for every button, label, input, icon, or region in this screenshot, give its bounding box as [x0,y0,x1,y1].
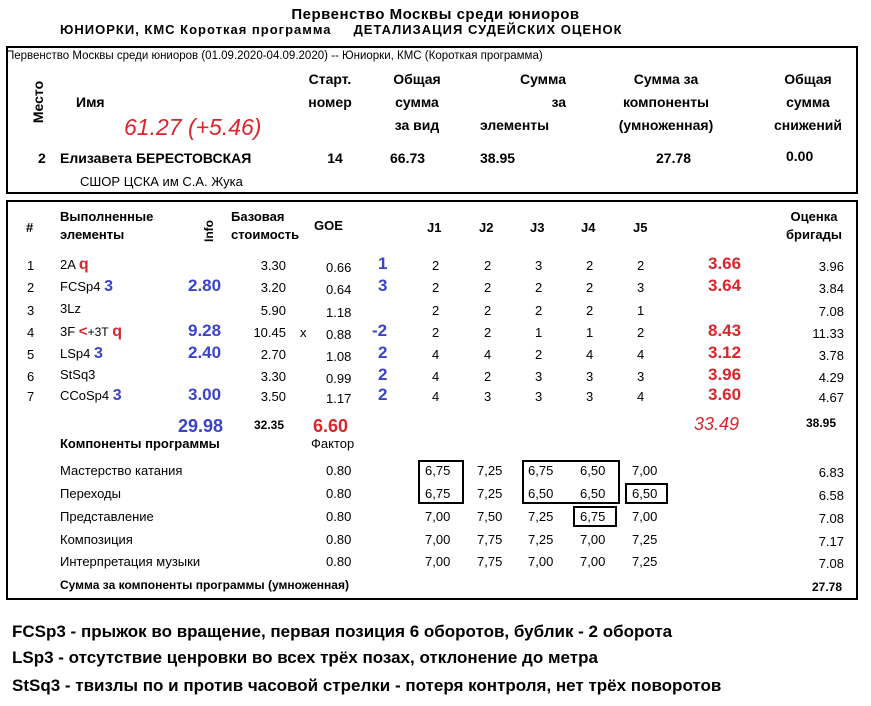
element-base-value: 2.70 [260,347,286,362]
highlight-box-j1 [418,460,464,504]
element-number: 5 [27,347,35,362]
judge-goe-2: 2 [484,325,492,340]
element-mark: q [78,256,89,273]
component-judge-4: 7,00 [580,532,606,547]
element-number: 3 [27,303,35,318]
annotation-base-total: 29.98 [178,416,224,436]
component-judge-1: 6,75 [425,486,451,501]
judge-goe-4: 3 [586,369,594,384]
judge-goe-5: 4 [637,389,645,404]
component-name: Интерпретация музыки [60,554,201,569]
col-pcs-header: Сумма за компоненты (умноженная) [618,71,714,133]
element-panel-score: 4.29 [818,370,844,385]
component-judge-3: 7,25 [528,532,554,547]
judge-goe-3: 3 [535,389,543,404]
annotation-base-value: 9.28 [188,321,222,340]
component-factor: 0.80 [326,463,352,478]
element-name [60,367,95,382]
highlight-box-j5 [625,483,668,504]
component-score: 7.17 [818,534,844,549]
judge-goe-5: 2 [637,258,645,273]
judge-goe-5: 2 [637,325,645,340]
judge-goe-1: 2 [432,258,440,273]
judge-goe-1: 4 [432,347,440,362]
element-name [60,323,122,341]
judge-goe-4: 1 [586,325,594,340]
annotation-level: 2 [378,343,388,362]
judge-goe-2: 2 [484,258,492,273]
judge-goe-2: 2 [484,303,492,318]
elem-num-header: # [26,220,34,235]
annotation-base-value: 3.00 [188,385,222,404]
element-number: 2 [27,280,35,295]
component-judge-2: 7,25 [477,463,503,478]
element-base-value: 5.90 [260,303,286,318]
judge-goe-3: 1 [535,325,543,340]
judge-goe-4: 4 [586,347,594,362]
col-tes-header: Сумма за элементы [480,71,566,133]
judge-goe-4: 2 [586,303,594,318]
highlight-box-j4 [573,506,617,527]
annotation-score-total: 33.49 [694,414,740,434]
judge-goe-1: 4 [432,369,440,384]
panel-score-header: Оценка бригады [786,209,842,242]
element-code: StSq3 [60,367,96,382]
component-judge-1: 7,00 [425,509,451,524]
element-goe: 0.99 [326,371,352,386]
element-code: 2A [60,257,76,272]
judge-goe-5: 3 [637,280,645,295]
element-code-2: +3T [87,325,109,339]
component-judge-3: 6,75 [528,463,554,478]
component-judge-4: 6,50 [580,463,606,478]
element-goe: 1.08 [326,349,352,364]
component-judge-5: 7,25 [632,532,658,547]
element-base-value: 10.45 [253,325,286,340]
component-judge-5: 7,00 [632,463,658,478]
element-base-value: 3.30 [260,258,286,273]
judge-goe-5: 4 [637,347,645,362]
judge-goe-4: 2 [586,258,594,273]
skater-place: 2 [38,150,46,166]
component-judge-1: 7,00 [425,532,451,547]
subtitle-right: ДЕТАЛИЗАЦИЯ СУДЕЙСКИХ ОЦЕНОК [353,22,623,37]
annotation-score: 3.64 [708,276,742,295]
element-number: 1 [27,258,35,273]
skater-tes: 38.95 [480,150,516,166]
skater-club: СШОР ЦСКА им С.А. Жука [80,174,243,189]
annotation-score: 3.60 [708,385,742,404]
element-goe: 0.66 [326,260,352,275]
judge-goe-1: 2 [432,303,440,318]
element-name [60,301,81,316]
component-judge-5: 7,00 [632,509,658,524]
element-mark-2: q [112,323,122,340]
judge-goe-2: 3 [484,389,492,404]
element-panel-score: 3.96 [818,259,844,274]
element-name [60,387,122,405]
judge-goe-5: 1 [637,303,645,318]
annotation-level: 2 [378,365,388,384]
element-mark: < [78,323,88,340]
components-total-value: 27.78 [812,580,843,594]
skater-name: Елизавета БЕРЕСТОВСКАЯ [60,150,252,166]
judge-header-5: J5 [633,220,648,235]
component-judge-3: 7,25 [528,509,554,524]
element-name [60,278,113,296]
annotation-base-value: 2.80 [188,276,222,295]
element-name [60,256,89,274]
element-number: 6 [27,369,35,384]
component-score: 7.08 [818,511,844,526]
judge-goe-2: 2 [484,280,492,295]
element-base-value: 3.50 [260,389,286,404]
annotation-level: 1 [378,254,388,273]
note-3: StSq3 - твизлы по и против часовой стрелки - потеря контроля, нет трёх поворотов [12,676,722,695]
component-judge-1: 7,00 [425,554,451,569]
judge-header-1: J1 [427,220,442,235]
note-2: LSp3 - отсутствие ценровки во всех трёх позах, отклонение до метра [12,648,598,667]
annotation-level: 2 [378,385,388,404]
judge-goe-2: 4 [484,347,492,362]
element-goe: 0.64 [326,282,352,297]
judge-goe-4: 3 [586,389,594,404]
element-code: 3Lz [60,301,81,316]
judge-goe-1: 2 [432,325,440,340]
component-judge-1: 6,75 [425,463,451,478]
judge-header-4: J4 [581,220,596,235]
annotation-score: 3.96 [708,365,742,384]
component-name: Переходы [60,486,121,501]
components-total-label: Сумма за компоненты программы (умноженная) [60,578,349,592]
element-panel-score: 4.67 [818,390,844,405]
col-start-header: Старт. номер [308,71,352,110]
col-place-header: Место [30,80,46,124]
component-score: 7.08 [818,556,844,571]
element-number: 7 [27,389,35,404]
note-1: FCSp3 - прыжок во вращение, первая позиция 6 оборотов, бублик - 2 оборота [12,622,673,641]
judge-goe-1: 4 [432,389,440,404]
component-judge-2: 7,75 [477,554,503,569]
skater-pcs: 27.78 [656,150,692,166]
total-annotation: 61.27 (+5.46) [124,114,262,140]
elem-info-header: Info [202,220,216,242]
annotation-score: 3.12 [708,343,742,362]
annotation-goe-total: 6.60 [313,416,349,436]
element-number: 4 [27,325,35,340]
component-judge-4: 7,00 [580,554,606,569]
skater-tss: 66.73 [390,150,426,166]
component-name: Мастерство катания [60,463,183,478]
judge-goe-3: 3 [535,369,543,384]
judge-goe-5: 3 [637,369,645,384]
col-name-header: Имя [76,94,105,110]
element-goe: 1.17 [326,391,352,406]
component-factor: 0.80 [326,532,352,547]
judge-goe-3: 2 [535,347,543,362]
element-mark: 3 [112,387,122,404]
component-judge-3: 7,00 [528,554,554,569]
element-code: FCSp4 [60,279,101,294]
component-judge-3: 6,50 [528,486,554,501]
element-goe: 1.18 [326,305,352,320]
element-panel-score: 11.33 [812,326,844,341]
component-factor: 0.80 [326,554,352,569]
judge-goe-2: 2 [484,369,492,384]
element-code: 3F [60,324,76,339]
annotation-level: 3 [378,276,388,295]
score-total: 38.95 [806,416,837,430]
element-mark: 3 [104,278,113,295]
element-panel-score: 7.08 [818,304,844,319]
component-name: Представление [60,509,154,524]
bonus-x-mark: x [300,325,307,340]
component-judge-4: 6,50 [580,486,606,501]
annotation-score: 3.66 [708,254,742,273]
annotation-score: 8.43 [708,321,742,340]
col-ded-header: Общая сумма снижений [773,71,843,133]
element-base-value: 3.30 [260,369,286,384]
judge-goe-3: 2 [535,303,543,318]
component-judge-5: 6,50 [632,486,658,501]
component-score: 6.83 [818,465,844,480]
judge-header-2: J2 [479,220,494,235]
component-factor: 0.80 [326,486,352,501]
judge-goe-3: 3 [535,258,543,273]
protocol-title: Первенство Москвы среди юниоров [291,6,580,23]
judge-goe-4: 2 [586,280,594,295]
element-code: LSp4 [60,346,91,361]
element-base-value: 3.20 [260,280,286,295]
component-judge-2: 7,25 [477,486,503,501]
component-score: 6.58 [818,488,844,503]
judge-goe-3: 2 [535,280,543,295]
component-judge-5: 7,25 [632,554,658,569]
annotation-base-value: 2.40 [188,343,222,362]
skater-deductions: 0.00 [786,148,814,164]
factor-header: Фактор [311,436,355,451]
event-line: Первенство Москвы среди юниоров (01.09.2020-04.09.2020) -- Юниорки, КМС (Короткая программа) [6,50,543,62]
component-name: Композиция [60,532,133,547]
component-judge-2: 7,50 [477,509,503,524]
protocol-subtitle [60,22,623,37]
judge-goe-1: 2 [432,280,440,295]
element-panel-score: 3.84 [818,281,844,296]
element-goe: 0.88 [326,327,352,342]
subtitle-left: ЮНИОРКИ, КМС Короткая программа [60,22,332,37]
annotation-level: -2 [372,321,388,340]
skater-start-number: 14 [327,150,343,166]
judge-header-3: J3 [530,220,545,235]
element-name [60,345,103,363]
components-title: Компоненты программы [60,436,220,451]
elem-base-header: Базовая стоимость [231,209,300,242]
element-panel-score: 3.78 [818,348,844,363]
elem-goe-header: GOE [314,218,343,233]
elem-name-header: Выполненные элементы [60,209,154,242]
base-total: 32.35 [254,418,285,432]
component-factor: 0.80 [326,509,352,524]
highlight-box-j3-j4 [522,460,620,504]
component-judge-4: 6,75 [580,509,606,524]
component-judge-2: 7,75 [477,532,503,547]
col-tss-header: Общая сумма за вид [393,71,441,133]
element-code: CCoSp4 [60,388,110,403]
element-mark: 3 [94,345,103,362]
